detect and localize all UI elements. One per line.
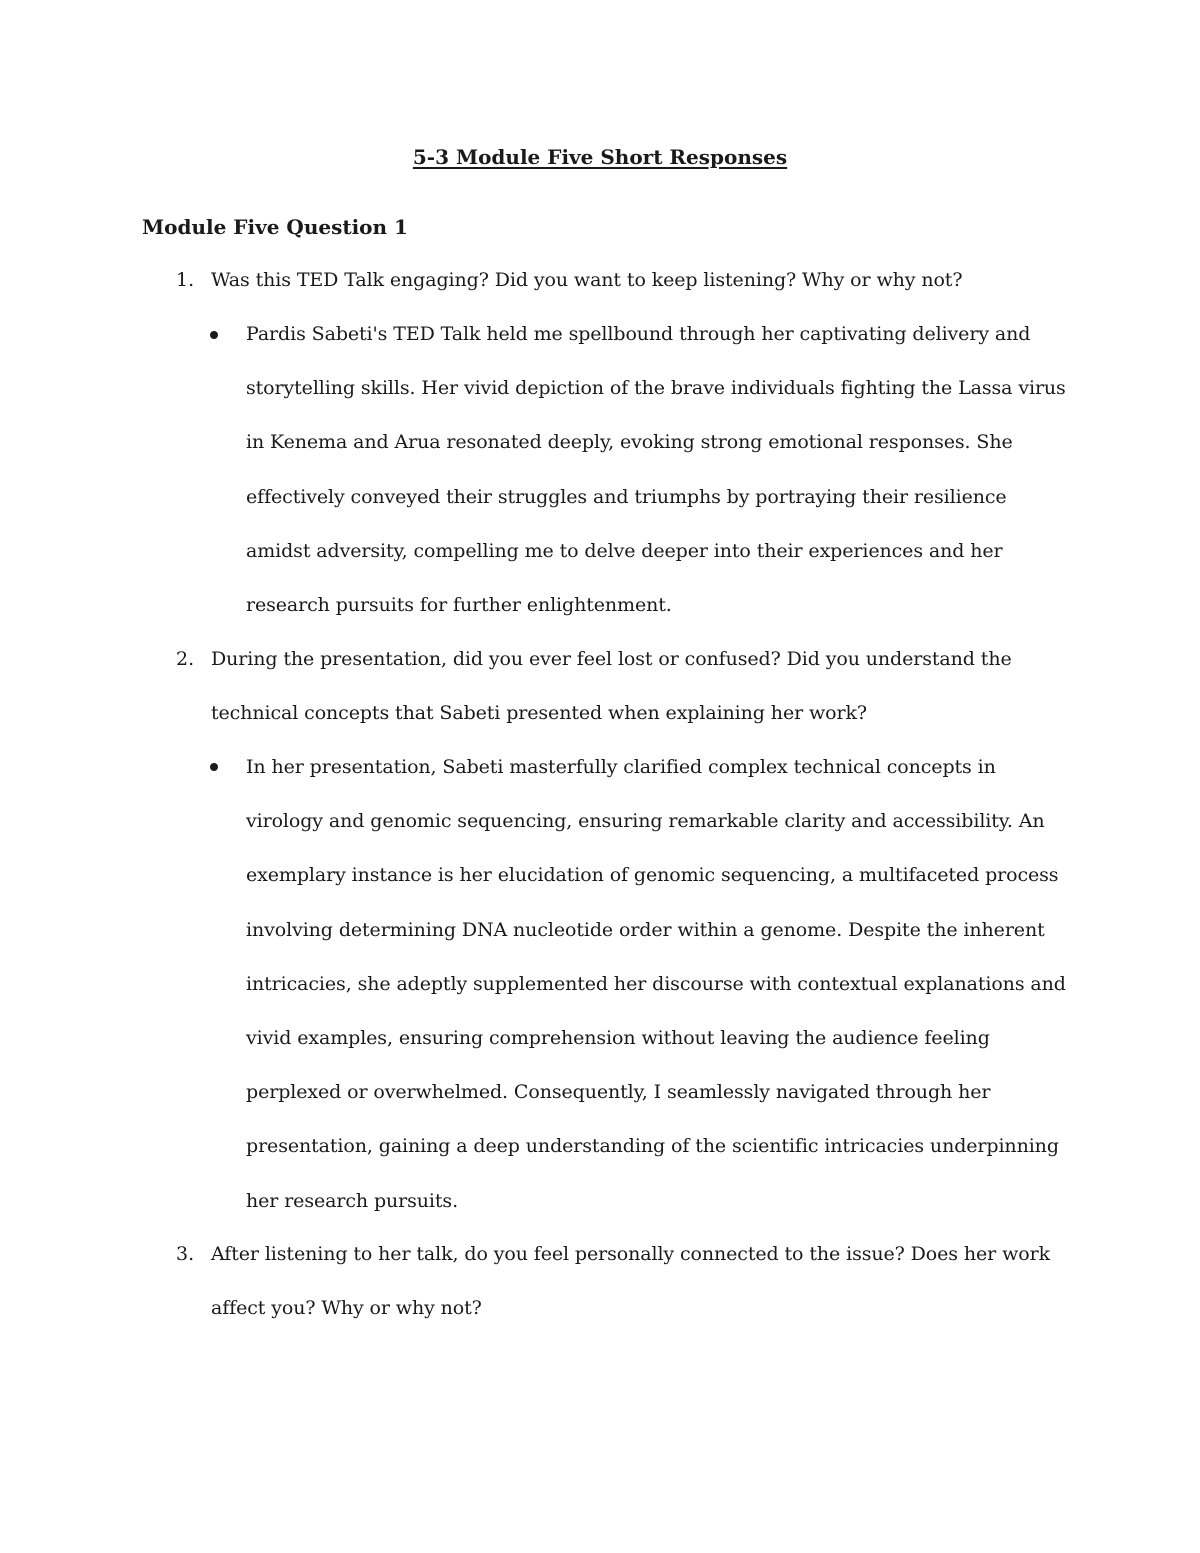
question-text: During the presentation, did you ever feel lost or confused? Did you understand the technical concepts that Sabeti presented when explaining her work?	[211, 648, 1012, 725]
bullet-icon	[210, 763, 218, 771]
bullet-icon	[210, 331, 218, 339]
section-heading: Module Five Question 1	[142, 215, 408, 239]
question-number: 3.	[176, 1243, 195, 1265]
document-title: 5-3 Module Five Short Responses	[412, 145, 788, 169]
question-number: 2.	[176, 648, 195, 670]
question-text: Was this TED Talk engaging? Did you want to keep listening? Why or why not?	[211, 269, 963, 291]
question-text: After listening to her talk, do you feel personally connected to the issue? Does her work affect you? Why or why not?	[211, 1243, 1050, 1320]
answer-text: Pardis Sabeti's TED Talk held me spellbound through her captivating delivery and storytelling skills. Her vivid depiction of the brave individuals fighting the Lassa virus in Kenema and Arua resonated deeply, evoking strong emotional responses. She effectively conveyed their struggles and triumphs by portraying their resilience amidst adversity, compelling me to delve deeper into their experiences and her research pursuits for further enlightenment.	[246, 323, 1066, 617]
answer-text: In her presentation, Sabeti masterfully clarified complex technical concepts in virology and genomic sequencing, ensuring remarkable clarity and accessibility. An exemplary instance is her elucidation of genomic sequencing, a multifaceted process involving determining DNA nucleotide order within a genome. Despite the inherent intricacies, she adeptly supplemented her discourse with contextual explanations and vivid examples, ensuring comprehension without leaving the audience feeling perplexed or overwhelmed. Consequently, I seamlessly navigated through her presentation, gaining a deep understanding of the scientific intricacies underpinning her research pursuits.	[246, 756, 1066, 1212]
question-number: 1.	[176, 269, 195, 291]
